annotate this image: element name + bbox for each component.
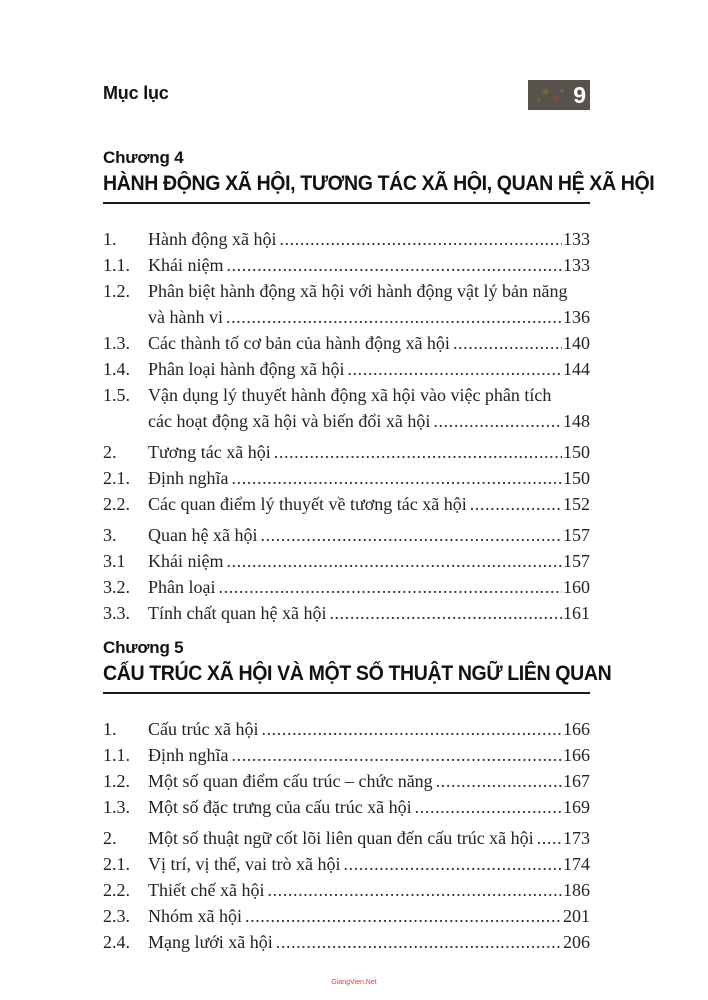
entry-page: 150 (563, 468, 590, 488)
entry-body (148, 522, 590, 548)
page-header (103, 82, 590, 114)
watermark-text: GiangVien.Net (331, 979, 377, 986)
entry-title: Một số quan điểm cấu trúc – chức năng (148, 771, 433, 791)
entry-body (148, 903, 590, 929)
toc-entry (103, 330, 590, 356)
chapter-title-rule (103, 171, 655, 204)
entry-page: 186 (563, 880, 590, 900)
entry-title: Một số đặc trưng của cấu trúc xã hội (148, 797, 412, 817)
entry-body (148, 716, 590, 742)
entry-title-continuation: và hành vi (148, 307, 223, 327)
entry-page: 166 (563, 745, 590, 765)
dot-leader (226, 548, 562, 574)
entry-number: 2.1. (103, 854, 130, 874)
entry-title: Phân loại (148, 577, 216, 597)
dot-leader (436, 768, 562, 794)
dot-leader (267, 877, 562, 903)
toc-entry (103, 522, 590, 548)
dot-leader (276, 929, 562, 955)
entry-page: 150 (563, 442, 590, 462)
entry-body (148, 768, 590, 794)
entry-number: 3. (103, 525, 117, 545)
entry-body (148, 600, 590, 626)
entry-number: 1.4. (103, 359, 130, 379)
entry-page: 133 (563, 229, 590, 249)
dot-leader (347, 356, 562, 382)
entry-number: 2.1. (103, 468, 130, 488)
toc-entry (103, 465, 590, 491)
entry-page: 166 (563, 719, 590, 739)
entry-number: 1. (103, 719, 117, 739)
toc-entry (103, 252, 590, 278)
toc-entry (103, 794, 590, 820)
entry-title: Mạng lưới xã hội (148, 932, 273, 952)
entry-title: Phân loại hành động xã hội (148, 359, 345, 379)
entry-title: Cấu trúc xã hội (148, 719, 259, 739)
entry-body (148, 548, 590, 574)
dot-leader (226, 304, 562, 330)
toc-entry (103, 716, 590, 742)
entry-body (148, 356, 590, 382)
entry-page: 148 (563, 411, 590, 431)
entry-page: 167 (563, 771, 590, 791)
toc-entry (103, 600, 590, 626)
entry-page: 157 (563, 551, 590, 571)
toc-entry (103, 574, 590, 600)
chapter-section-5 (103, 638, 612, 955)
entry-page: 169 (563, 797, 590, 817)
entry-number: 3.3. (103, 603, 130, 623)
entry-page: 144 (563, 359, 590, 379)
entry-title: Nhóm xã hội (148, 906, 242, 926)
entry-number: 3.2. (103, 577, 130, 597)
toc-entry (103, 491, 590, 517)
entry-title: Định nghĩa (148, 745, 229, 765)
toc-entry (103, 439, 590, 465)
entry-body (148, 491, 590, 517)
entry-body (148, 877, 590, 903)
dot-leader (261, 716, 562, 742)
entry-title: Các thành tố cơ bản của hành động xã hội (148, 333, 450, 353)
entry-page: 174 (563, 854, 590, 874)
dot-leader (279, 226, 562, 252)
entry-page: 140 (563, 333, 590, 353)
entry-body (148, 929, 590, 955)
entry-body (148, 278, 590, 330)
dot-leader (433, 408, 562, 434)
dot-leader (415, 794, 562, 820)
entry-body (148, 825, 590, 851)
entry-title: Khái niệm (148, 551, 224, 571)
entry-page: 133 (563, 255, 590, 275)
toc-entry (103, 548, 590, 574)
entry-number: 1.3. (103, 333, 130, 353)
entry-body (148, 252, 590, 278)
entry-page: 136 (563, 307, 590, 327)
entry-number: 1. (103, 229, 117, 249)
entry-title: Khái niệm (148, 255, 224, 275)
entry-number: 2.4. (103, 932, 130, 952)
entry-title: Hành động xã hội (148, 229, 277, 249)
dot-leader (260, 522, 562, 548)
dot-leader (232, 465, 563, 491)
chapter-section-4 (103, 148, 655, 626)
page-number-badge (528, 80, 590, 110)
entry-number: 2. (103, 828, 117, 848)
entry-number: 2.3. (103, 906, 130, 926)
chapter-title: CẤU TRÚC XÃ HỘI VÀ MỘT SỐ THUẬT NGỮ LIÊN QUAN (103, 662, 612, 685)
chapter-title-rule (103, 661, 612, 694)
dot-leader (219, 574, 563, 600)
entry-number: 3.1 (103, 551, 126, 571)
toc-entry (103, 851, 590, 877)
dot-leader (329, 600, 562, 626)
entry-number: 1.2. (103, 281, 130, 301)
entry-number: 2.2. (103, 494, 130, 514)
toc-entry (103, 825, 590, 851)
entry-number: 1.1. (103, 255, 130, 275)
entry-title-continuation: các hoạt động xã hội và biến đổi xã hội (148, 411, 431, 431)
dot-leader (245, 903, 562, 929)
entry-number: 1.2. (103, 771, 130, 791)
chapter-title: HÀNH ĐỘNG XÃ HỘI, TƯƠNG TÁC XÃ HỘI, QUAN HỆ XÃ HỘI (103, 172, 655, 195)
entry-number: 1.3. (103, 797, 130, 817)
dot-leader (226, 252, 562, 278)
entry-number: 2. (103, 442, 117, 462)
entry-title: Thiết chế xã hội (148, 880, 265, 900)
toc-entry (103, 278, 590, 330)
entry-title: Quan hệ xã hội (148, 525, 258, 545)
toc-entry (103, 382, 590, 434)
toc-entry (103, 877, 590, 903)
entry-title: Vị trí, vị thế, vai trò xã hội (148, 854, 341, 874)
entry-title: Các quan điểm lý thuyết về tương tác xã hội (148, 494, 467, 514)
chapter-label: Chương 4 (103, 148, 184, 167)
page-header-title: Mục lục (103, 83, 169, 103)
toc-entry (103, 929, 590, 955)
entry-title: Tính chất quan hệ xã hội (148, 603, 327, 623)
toc-entry (103, 768, 590, 794)
dot-leader (274, 439, 562, 465)
entry-page: 152 (563, 494, 590, 514)
entry-body (148, 382, 590, 434)
toc-entry (103, 356, 590, 382)
entry-body (148, 330, 590, 356)
dot-leader (470, 491, 562, 517)
chapter-label: Chương 5 (103, 638, 184, 657)
entry-body (148, 574, 590, 600)
dot-leader (343, 851, 562, 877)
entry-title: Một số thuật ngữ cốt lõi liên quan đến cấu trúc xã hội (148, 828, 534, 848)
entry-title: Tương tác xã hội (148, 442, 271, 462)
dot-leader (232, 742, 563, 768)
entry-page: 201 (563, 906, 590, 926)
toc-entry (103, 226, 590, 252)
entry-body (148, 226, 590, 252)
entry-page: 161 (563, 603, 590, 623)
entry-page: 157 (563, 525, 590, 545)
entry-body (148, 439, 590, 465)
entry-number: 2.2. (103, 880, 130, 900)
toc-list (103, 716, 590, 955)
entry-title: Định nghĩa (148, 468, 229, 488)
entry-body (148, 742, 590, 768)
page-number: 9 (573, 82, 586, 108)
toc-entry (103, 903, 590, 929)
entry-body (148, 465, 590, 491)
entry-number: 1.1. (103, 745, 130, 765)
toc-entry (103, 742, 590, 768)
entry-body (148, 851, 590, 877)
entry-page: 206 (563, 932, 590, 952)
toc-list (103, 226, 590, 626)
entry-title: Phân biệt hành động xã hội với hành động vật lý bản năng (148, 281, 568, 301)
entry-page: 173 (563, 828, 590, 848)
dot-leader (537, 825, 562, 851)
dot-leader (453, 330, 562, 356)
entry-number: 1.5. (103, 385, 130, 405)
entry-title: Vận dụng lý thuyết hành động xã hội vào việc phân tích (148, 385, 552, 405)
entry-page: 160 (563, 577, 590, 597)
entry-body (148, 794, 590, 820)
